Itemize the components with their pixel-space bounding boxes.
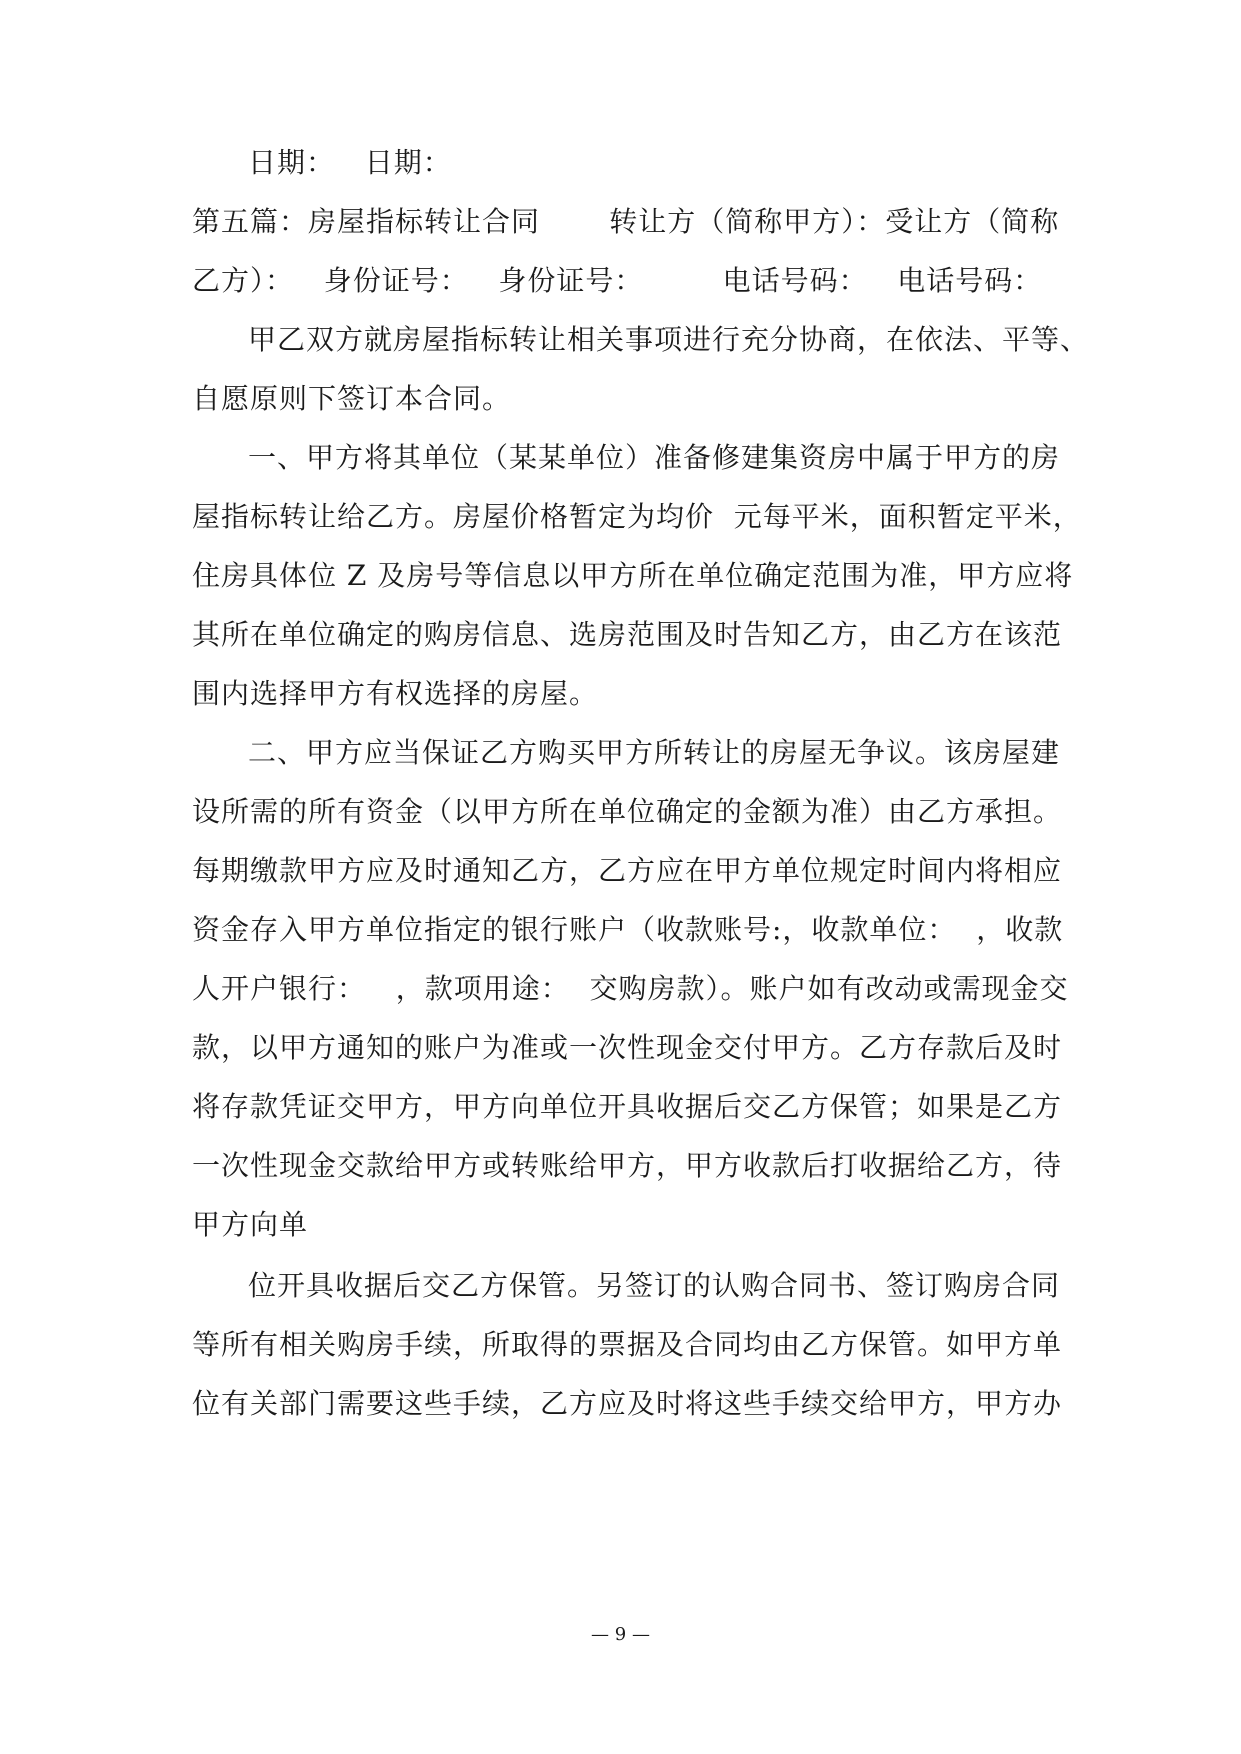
clause-2-line-6: 款，以甲方通知的账户为准或一次性现金交付甲方。乙方存款后及时 — [192, 1031, 1063, 1064]
clause-2-line-9: 甲方向单 — [192, 1208, 309, 1241]
clause-1-line-3: 住房具体位 Z 及房号等信息以甲方所在单位确定范围为准，甲方应将 — [192, 559, 1074, 592]
party-info-line: 乙方）： 身份证号： 身份证号： 电话号码： 电话号码： — [192, 264, 1043, 297]
clause-2-line-4: 资金存入甲方单位指定的银行账户（收款账号:，收款单位： ，收款 — [192, 913, 1064, 946]
clause-2-line-2: 设所需的所有资金（以甲方所在单位确定的金额为准）由乙方承担。 — [192, 795, 1063, 828]
clause-2-line-8: 一次性现金交款给甲方或转账给甲方，甲方收款后打收据给乙方，待 — [192, 1149, 1063, 1182]
preamble-line-2: 自愿原则下签订本合同。 — [192, 382, 512, 415]
clause-1-line-1: 一、甲方将其单位（某某单位）准备修建集资房中属于甲方的房 — [248, 441, 1061, 474]
clause-1-line-2: 屋指标转让给乙方。房屋价格暂定为均价 元每平米，面积暂定平米， — [192, 500, 1082, 533]
page-number: — 9 — — [591, 1624, 650, 1645]
clause-1-line-4: 其所在单位确定的购房信息、选房范围及时告知乙方，由乙方在该范 — [192, 618, 1063, 651]
clause-2-line-1: 二、甲方应当保证乙方购买甲方所转让的房屋无争议。该房屋建 — [248, 736, 1061, 769]
chapter-title-line: 第五篇：房屋指标转让合同 转让方（简称甲方）：受让方（简称 — [192, 205, 1060, 238]
continuation-line-3: 位有关部门需要这些手续，乙方应及时将这些手续交给甲方，甲方办 — [192, 1387, 1063, 1420]
clause-1-line-5: 围内选择甲方有权选择的房屋。 — [192, 677, 599, 710]
clause-2-line-3: 每期缴款甲方应及时通知乙方，乙方应在甲方单位规定时间内将相应 — [192, 854, 1063, 887]
preamble-line-1: 甲乙双方就房屋指标转让相关事项进行充分协商，在依法、平等、 — [248, 323, 1090, 356]
continuation-line-1: 位开具收据后交乙方保管。另签订的认购合同书、签订购房合同 — [248, 1269, 1061, 1302]
clause-2-line-5: 人开户银行： ，款项用途： 交购房款）。账户如有改动或需现金交 — [192, 972, 1069, 1005]
continuation-line-2: 等所有相关购房手续，所取得的票据及合同均由乙方保管。如甲方单 — [192, 1328, 1063, 1361]
clause-2-line-7: 将存款凭证交甲方，甲方向单位开具收据后交乙方保管；如果是乙方 — [192, 1090, 1063, 1123]
date-line: 日期： 日期： — [248, 146, 452, 179]
